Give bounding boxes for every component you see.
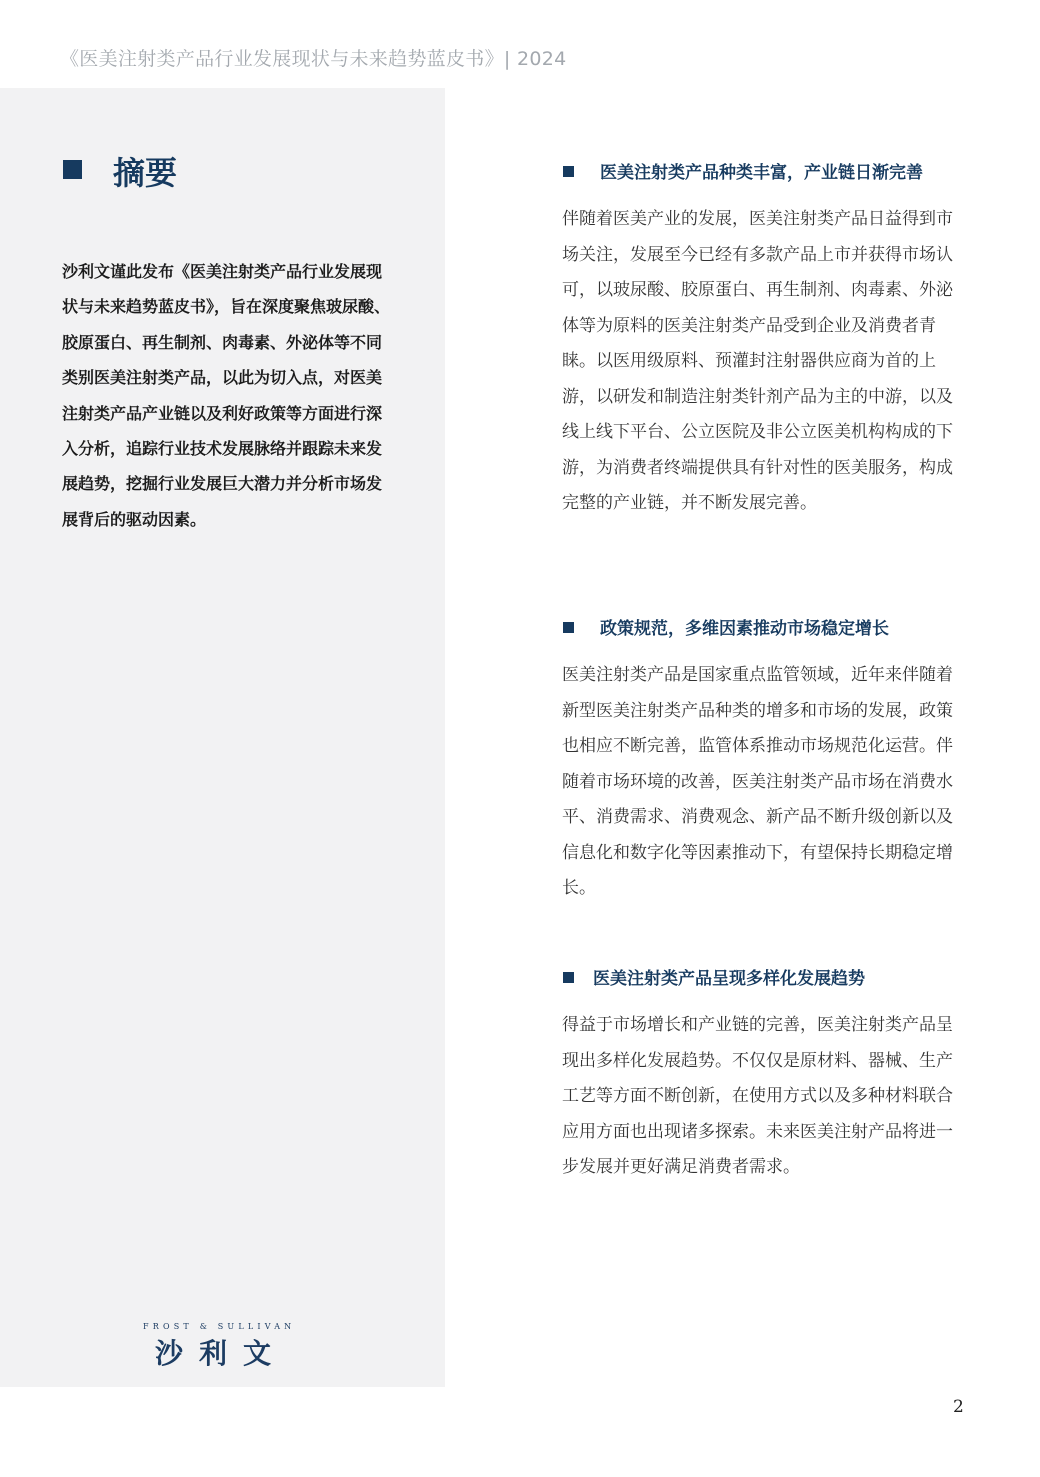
section-body: 伴随着医美产业的发展，医美注射类产品日益得到市场关注，发展至今已经有多款产品上市并获得市场认可，以玻尿酸、胶原蛋白、再生制剂、肉毒素、外泌体等为原料的医美注射类产品受到企业及消费者青睐。以医用级原料、预灌封注射器供应商为首的上游，以研发和制造注射类针剂产品为主的中游，以及线上线下平台、公立医院及非公立医美机构构成的下游，为消费者终端提供具有针对性的医美服务，构成完整的产业链，并不断发展完善。 [562,209,953,513]
summary-title: 摘要 [113,154,178,192]
page-number: 2 [953,1397,964,1417]
square-bullet-icon [563,972,574,983]
section-product-variety [562,158,972,522]
section-diversification [562,964,972,1186]
section-heading-text: 医美注射类产品呈现多样化发展趋势 [593,969,865,989]
summary-intro: 沙利文谨此发布《医美注射类产品行业发展现状与未来趋势蓝皮书》，旨在深度聚焦玻尿酸、胶原蛋白、再生制剂、肉毒素、外泌体等不同类别医美注射类产品，以此为切入点，对医美注射类产品产业链以及利好政策等方面进行深入分析，追踪行业技术发展脉络并跟踪未来发展趋势，挖掘行业发展巨大潜力并分析市场发展背后的驱动因素。 [62,262,391,529]
section-heading [562,158,972,188]
square-bullet-icon [63,160,82,179]
section-heading-text: 政策规范，多维因素推动市场稳定增长 [600,619,889,639]
logo-english-text: FROST & SULLIVAN [143,1322,296,1331]
section-heading [562,964,972,994]
section-body: 医美注射类产品是国家重点监管领域，近年来伴随着新型医美注射类产品种类的增多和市场的发展，政策也相应不断完善，监管体系推动市场规范化运营。伴随着市场环境的改善，医美注射类产品市场在消费水平、消费需求、消费观念、新产品不断升级创新以及信息化和数字化等因素推动下，有望保持长期稳定增长。 [562,665,953,898]
logo-chinese-text: 沙利文 [155,1337,288,1370]
section-policy [562,614,972,907]
section-body: 得益于市场增长和产业链的完善，医美注射类产品呈现出多样化发展趋势。不仅仅是原材料、器械、生产工艺等方面不断创新，在使用方式以及多种材料联合应用方面也出现诸多探索。未来医美注射产品将进一步发展并更好满足消费者需求。 [562,1015,953,1177]
section-heading [562,614,972,644]
square-bullet-icon [563,622,574,633]
square-bullet-icon [563,166,574,177]
frost-sullivan-logo [143,1322,303,1370]
document-header: 《医美注射类产品行业发展现状与未来趋势蓝皮书》| 2024 [60,48,567,70]
section-heading-text: 医美注射类产品种类丰富，产业链日渐完善 [600,163,923,183]
